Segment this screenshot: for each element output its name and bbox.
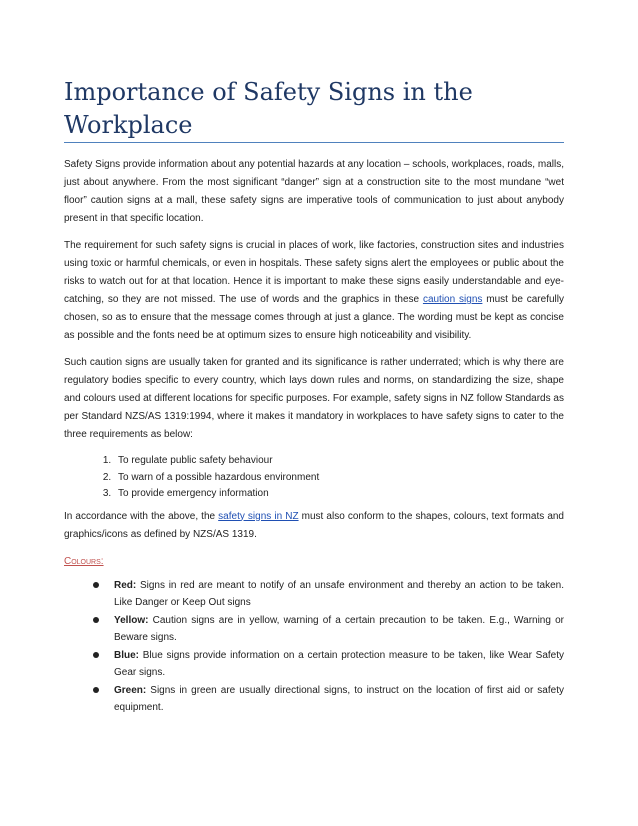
paragraph-text: must be carefully chosen, so as to ensure that the message comes through at just a glance. The wording must be kept as concise as possible and the fonts need be at optimum sizes to ensure high noticeability and visibility. [64,294,564,341]
caution-signs-link[interactable]: caution signs [422,294,483,305]
bullet-icon [93,687,99,693]
colour-item-blue [114,647,564,681]
colour-text: Signs in green are usually directional signs, to instruct on the location of first aid or safety equipment. [114,684,564,713]
colour-label: Yellow: [114,614,149,626]
list-item: 1. To regulate public safety behaviour [114,453,564,470]
bullet-icon [93,652,99,658]
list-item: 3. To provide emergency information [114,486,564,503]
paragraph-standards: Such caution signs are usually taken for granted and its significance is rather underrated; which is why there are regulatory bodies specific to every country, which lays down rules and norms, on standardizing the size, shape and colours used at different locations for specific purposes. For example, safety signs in NZ follow Standards as per Standard NZS/AS 1319:1994, where it makes it mandatory in workplaces to have safety signs to cater to the three requirements as below: [64,357,564,440]
colour-item-yellow [114,612,564,646]
colours-list [64,577,564,716]
requirements-list [64,453,564,503]
paragraph-text: The requirement for such safety signs is crucial in places of work, like factories, construction sites and industries using toxic or harmful chemicals, or even in hospitals. These safety signs alert the employees or public about the risks to watch out for at that location. Hence it is important to make these signs easily understandable and eye-catching, so they are not missed. The use of words and the graphics in these [64,240,564,305]
colour-label: Blue: [114,649,139,661]
colour-text: Caution signs are in yellow, warning of a certain precaution to be taken. E.g., Warning or Beware signs. [114,614,564,643]
colour-label: Green: [114,684,147,696]
title-underline-rule [64,142,564,143]
paragraph-text: must also conform to the shapes, colours, text formats and graphics/icons as defined by NZS/AS 1319. [64,510,564,540]
paragraph-accordance [64,508,564,544]
colours-heading: Colours: [64,555,104,567]
safety-signs-nz-link[interactable]: safety signs in NZ [218,510,299,522]
colour-item-green [114,682,564,716]
document-body [64,156,564,717]
page-title: Importance of Safety Signs in the Workplace [64,78,473,139]
paragraph-text: In accordance with the above, the [64,510,219,522]
bullet-icon [93,617,99,623]
paragraph-intro: Safety Signs provide information about any potential hazards at any location – schools, workplaces, roads, malls, just about anywhere. From the most significant “danger” sign at a construction site to the most mundane “wet floor” caution signs at a mall, these safety signs are imperative tools of communication to just about anybody present in that specific location. [64,159,564,224]
paragraph-requirement [64,237,564,345]
bullet-icon [93,582,99,588]
colour-text: Blue signs provide information on a certain protection measure to be taken, like Wear Safety Gear signs. [114,649,564,678]
list-item: 2. To warn of a possible hazardous environment [114,470,564,487]
colour-label: Red: [114,579,137,591]
colour-item-red [114,577,564,611]
colour-text: Signs in red are meant to notify of an unsafe environment and thereby an action to be taken. Like Danger or Keep Out signs [114,579,564,608]
